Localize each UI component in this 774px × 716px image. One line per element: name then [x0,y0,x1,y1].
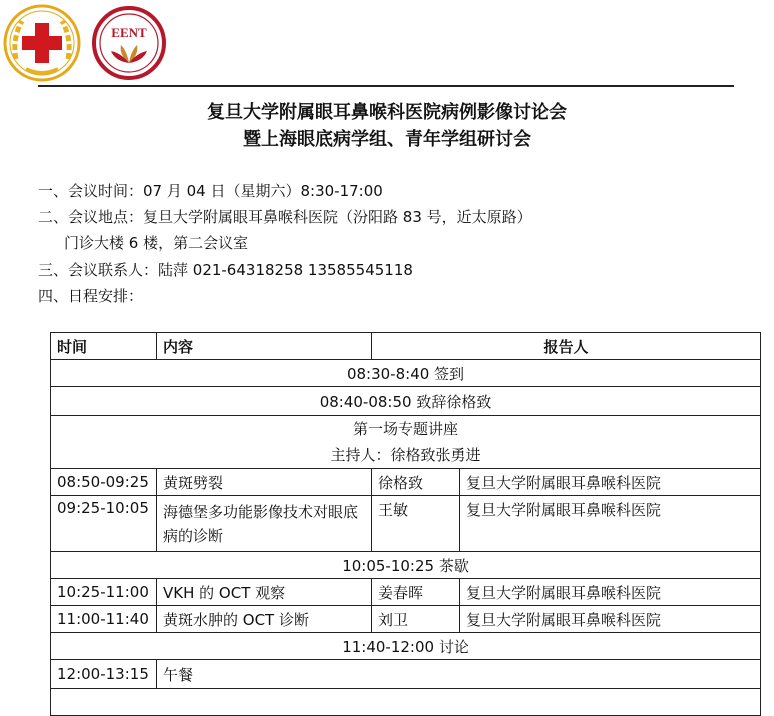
row-content: 黄斑水肿的 OCT 诊断 [157,606,372,633]
table-row [51,606,761,633]
row-time: 12:00-13:15 [51,660,157,689]
header-speaker: 报告人 [372,333,761,360]
schedule-table [50,332,761,716]
row-speaker: 徐格致 [372,469,460,496]
row-content: 黄斑劈裂 [157,469,372,496]
row-org: 复旦大学附属眼耳鼻喉科医院 [460,469,761,496]
row-time: 09:25-10:05 [51,496,157,552]
eent-logo [91,3,167,83]
row-time: 11:00-11:40 [51,606,157,633]
opening-cell: 08:40-08:50 致辞徐格致 [51,387,761,416]
table-row-empty [51,689,761,716]
table-header-row [51,333,761,360]
table-row [51,660,761,689]
meeting-place: 二、会议地点：复旦大学附属眼耳鼻喉科医院（汾阳路 83 号，近太原路） [38,208,532,226]
table-row [51,360,761,387]
session1-title: 第一场专题讲座 [353,420,459,438]
row-content: VKH 的 OCT 观察 [157,579,372,606]
row-time: 10:25-11:00 [51,579,157,606]
header-content: 内容 [157,333,372,360]
tea-break-cell: 10:05-10:25 茶歇 [51,552,761,579]
row-speaker: 刘卫 [372,606,460,633]
row-content: 海德堡多功能影像技术对眼底病的诊断 [157,496,372,552]
table-row [51,416,761,469]
header-divider [38,85,734,87]
row-content: 午餐 [157,660,761,689]
header-logos [0,0,774,86]
meeting-time: 一、会议时间：07 月 04 日（星期六）8:30-17:00 [38,182,383,200]
session1-host: 主持人：徐格致张勇进 [330,446,481,464]
table-row [51,387,761,416]
page-title: 复旦大学附属眼耳鼻喉科医院病例影像讨论会 [207,102,567,123]
meeting-contact: 三、会议联系人：陆萍 021-64318258 13585545118 [38,261,413,279]
signin-cell: 08:30-8:40 签到 [51,360,761,387]
red-cross-logo [2,3,82,83]
table-row [51,579,761,606]
page-subtitle: 暨上海眼底病学组、青年学组研讨会 [243,129,531,150]
empty-cell [51,689,761,716]
table-row [51,552,761,579]
row-speaker: 王敏 [372,496,460,552]
schedule-heading: 四、日程安排： [38,287,144,305]
table-row [51,633,761,660]
table-row [51,469,761,496]
row-speaker: 姜春晖 [372,579,460,606]
row-org: 复旦大学附属眼耳鼻喉科医院 [460,496,761,552]
row-org: 复旦大学附属眼耳鼻喉科医院 [460,606,761,633]
discussion-cell: 11:40-12:00 讨论 [51,633,761,660]
session1-cell [51,416,761,469]
row-org: 复旦大学附属眼耳鼻喉科医院 [460,579,761,606]
row-time: 08:50-09:25 [51,469,157,496]
eent-logo-text: EENT [111,25,147,40]
meeting-place-line2: 门诊大楼 6 楼，第二会议室 [64,234,249,252]
header-time: 时间 [51,333,157,360]
table-row [51,496,761,552]
